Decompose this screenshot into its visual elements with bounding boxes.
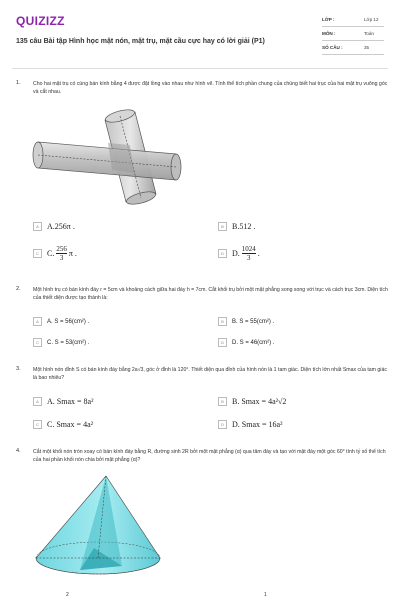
- option-b[interactable]: [218, 222, 255, 231]
- cone-figure: [30, 472, 170, 584]
- option-value: C. S = 53(cm²) .: [47, 339, 90, 346]
- option-b[interactable]: [218, 317, 274, 326]
- option-d[interactable]: [218, 245, 260, 262]
- option-letter-box: C: [33, 249, 42, 258]
- question-number: 4.: [16, 448, 21, 454]
- option-label: B.: [232, 222, 240, 231]
- cut-off-fragment: 1: [264, 592, 267, 598]
- meta-value: 35: [364, 45, 370, 50]
- meta-value: Toán: [364, 31, 374, 36]
- option-value: 512 .: [239, 222, 256, 231]
- option-value: D. Smax = 16a²: [232, 420, 283, 429]
- question-text: Cắt một khối nón tròn xoay có bán kính đáy bằng R, đường sinh 2R bởi một mặt phẳng (α) qua tâm đáy và tạo với mặt đáy một góc 60° tính tỷ số thể tích của hai phần khối nón chia bởi mặt phẳng (α)?: [33, 449, 386, 463]
- question-number: 1.: [16, 80, 21, 86]
- option-letter-box: A: [33, 397, 42, 406]
- fraction-numerator: 1024: [241, 245, 256, 253]
- quizizz-logo: QUIZIZZ: [16, 14, 65, 28]
- option-b[interactable]: [218, 397, 286, 406]
- cut-off-fragment: 2: [66, 592, 69, 598]
- question-text: Cho hai mặt trụ có cùng bán kính bằng 4 được đặt lồng vào nhau như hình vẽ. Tính thể tích phần chung của chúng biết hai trục của hai mặt trụ vuông góc và cắt nhau.: [33, 81, 388, 95]
- fraction-numerator: 256: [56, 245, 67, 253]
- option-label: D.: [232, 248, 240, 258]
- option-d[interactable]: [218, 420, 282, 429]
- meta-value: Lớp 12: [364, 17, 379, 22]
- option-label: A.: [47, 222, 55, 231]
- meta-row-count: [322, 41, 384, 55]
- option-letter-box: D: [218, 338, 227, 347]
- option-value: B. S = 55(cm²) .: [232, 318, 275, 325]
- option-value: 256π .: [54, 222, 75, 231]
- question-number: 2.: [16, 286, 21, 292]
- meta-key: SỐ CÂU :: [322, 45, 343, 50]
- worksheet-header: [12, 8, 388, 64]
- option-value: B. Smax = 4a²√2: [232, 397, 287, 406]
- meta-key: LỚP :: [322, 17, 335, 22]
- option-value: A. Smax = 8a²: [47, 397, 94, 406]
- option-a[interactable]: [33, 397, 93, 406]
- option-letter-box: D: [218, 249, 227, 258]
- option-letter-box: B: [218, 397, 227, 406]
- option-c[interactable]: [33, 420, 93, 429]
- option-letter-box: C: [33, 338, 42, 347]
- fraction: [56, 245, 67, 262]
- question-number: 3.: [16, 366, 21, 372]
- option-c[interactable]: [33, 245, 77, 262]
- cylinders-figure: [30, 108, 190, 206]
- meta-table: [322, 13, 384, 55]
- option-a[interactable]: [33, 222, 75, 231]
- option-tail: π .: [68, 248, 77, 258]
- option-c[interactable]: [33, 338, 90, 347]
- fraction: [242, 245, 256, 262]
- question-text: Một hình trụ có bán kính đáy r = 5cm và khoảng cách giữa hai đáy h = 7cm. Cắt khối trụ bởi một mặt phẳng song song với trục và cách trục 3cm. Diện tích của thiết diện được tạo thành là:: [33, 287, 388, 301]
- option-letter-box: A: [33, 222, 42, 231]
- option-letter-box: C: [33, 420, 42, 429]
- fraction-denominator: 3: [247, 253, 251, 262]
- option-letter-box: D: [218, 420, 227, 429]
- option-letter-box: B: [218, 222, 227, 231]
- option-value: D. S = 46(cm²) .: [232, 339, 275, 346]
- fraction-denominator: 3: [59, 253, 64, 262]
- header-divider: [12, 68, 388, 69]
- option-label: C.: [47, 248, 55, 258]
- option-tail: .: [257, 248, 260, 258]
- option-letter-box: A: [33, 317, 42, 326]
- question-text: Một hình nón đỉnh S có bán kính đáy bằng 2a√3, góc ở đỉnh là 120°. Thiết diện qua đỉnh của hình nón là 1 tam giác. Diện tích lớn nhất Smax của tam giác là bao nhiêu?: [33, 367, 387, 381]
- page-title: 135 câu Bài tập Hình học mặt nón, mặt trụ, mặt cầu cực hay có lời giải (P1): [16, 38, 265, 45]
- meta-key: MÔN :: [322, 31, 336, 36]
- option-letter-box: B: [218, 317, 227, 326]
- option-d[interactable]: [218, 338, 275, 347]
- option-value: C. Smax = 4a²: [47, 420, 94, 429]
- option-value: A. S = 56(cm²) .: [47, 318, 90, 325]
- meta-row-subject: [322, 27, 384, 41]
- meta-row-class: [322, 13, 384, 27]
- option-a[interactable]: [33, 317, 89, 326]
